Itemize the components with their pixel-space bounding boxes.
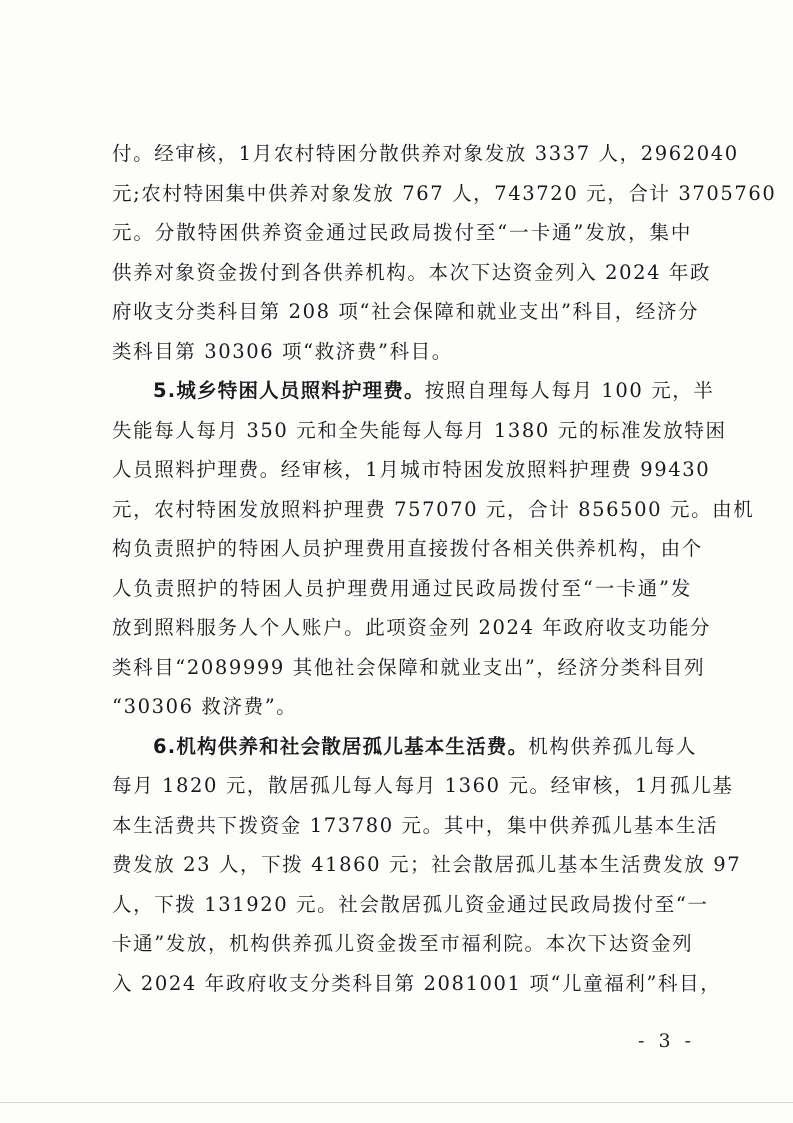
section-6-first-line	[112, 727, 698, 767]
text-line: 付。经审核，1月农村特困分散供养对象发放 3337 人，2962040	[112, 142, 739, 165]
text-line: 本生活费共下拨资金 173780 元。其中，集中供养孤儿基本生活	[112, 813, 719, 837]
text-line: 失能每人每月 350 元和全失能每人每月 1380 元的标准发放特困	[112, 418, 727, 442]
text-line: 元。分散特困供养资金通过民政局拨付至“一卡通”发放，集中	[112, 221, 692, 244]
section-5-first-line-text: 按照自理每人每月 100 元，半	[424, 379, 715, 402]
text-line: 类科目第 30306 项“救济费”科目。	[112, 339, 453, 363]
section-5-heading: 5.城乡特困人员照料护理费。	[153, 379, 425, 402]
text-line: 每月 1820 元，散居孤儿每人每月 1360 元。经审核，1月孤儿基	[112, 774, 734, 797]
text-line: 人负责照护的特困人员护理费用通过民政局拨付至“一卡通”发	[112, 576, 692, 600]
text-line: 放到照料服务人个人账户。此项资金列 2024 年政府收支功能分	[112, 616, 712, 639]
text-line: 供养对象资金拨付到各供养机构。本次下达资金列入 2024 年政	[112, 260, 712, 284]
text-line: 元，农村特困发放照料护理费 757070 元，合计 856500 元。由机	[112, 497, 755, 521]
text-line: 元;农村特困集中供养对象发放 767 人，743720 元，合计 3705760	[112, 181, 777, 205]
page-number: - 3 -	[637, 1030, 695, 1052]
section-6-first-line-text: 机构供养孤儿每人	[528, 734, 698, 758]
text-line: 入 2024 年政府收支分类科目第 2081001 项“儿童福利”科目，	[112, 971, 722, 995]
text-line: 类科目“2089999 其他社会保障和就业支出”，经济分类科目列	[112, 655, 706, 679]
text-line: 卡通”发放，机构供养孤儿资金拨至市福利院。本次下达资金列	[112, 932, 694, 955]
text-line: 费发放 23 人，下拨 41860 元；社会散居孤儿基本生活费发放 97	[112, 853, 742, 876]
document-body	[112, 134, 777, 1003]
section-6-heading: 6.机构供养和社会散居孤儿基本生活费。	[153, 734, 529, 758]
section-5-first-line	[112, 371, 715, 411]
text-line: 人员照料护理费。经审核，1月城市特困发放照料护理费 99430	[112, 458, 711, 481]
text-line: 府收支分类科目第 208 项“社会保障和就业支出”科目，经济分	[112, 300, 700, 323]
text-line: “30306 救济费”。	[112, 695, 298, 718]
text-line: 构负责照护的特困人员护理费用直接拨付各相关供养机构，由个	[112, 537, 703, 560]
text-line: 人，下拨 131920 元。社会散居孤儿资金通过民政局拨付至“一	[112, 892, 709, 916]
page-bottom-divider	[0, 1102, 793, 1103]
